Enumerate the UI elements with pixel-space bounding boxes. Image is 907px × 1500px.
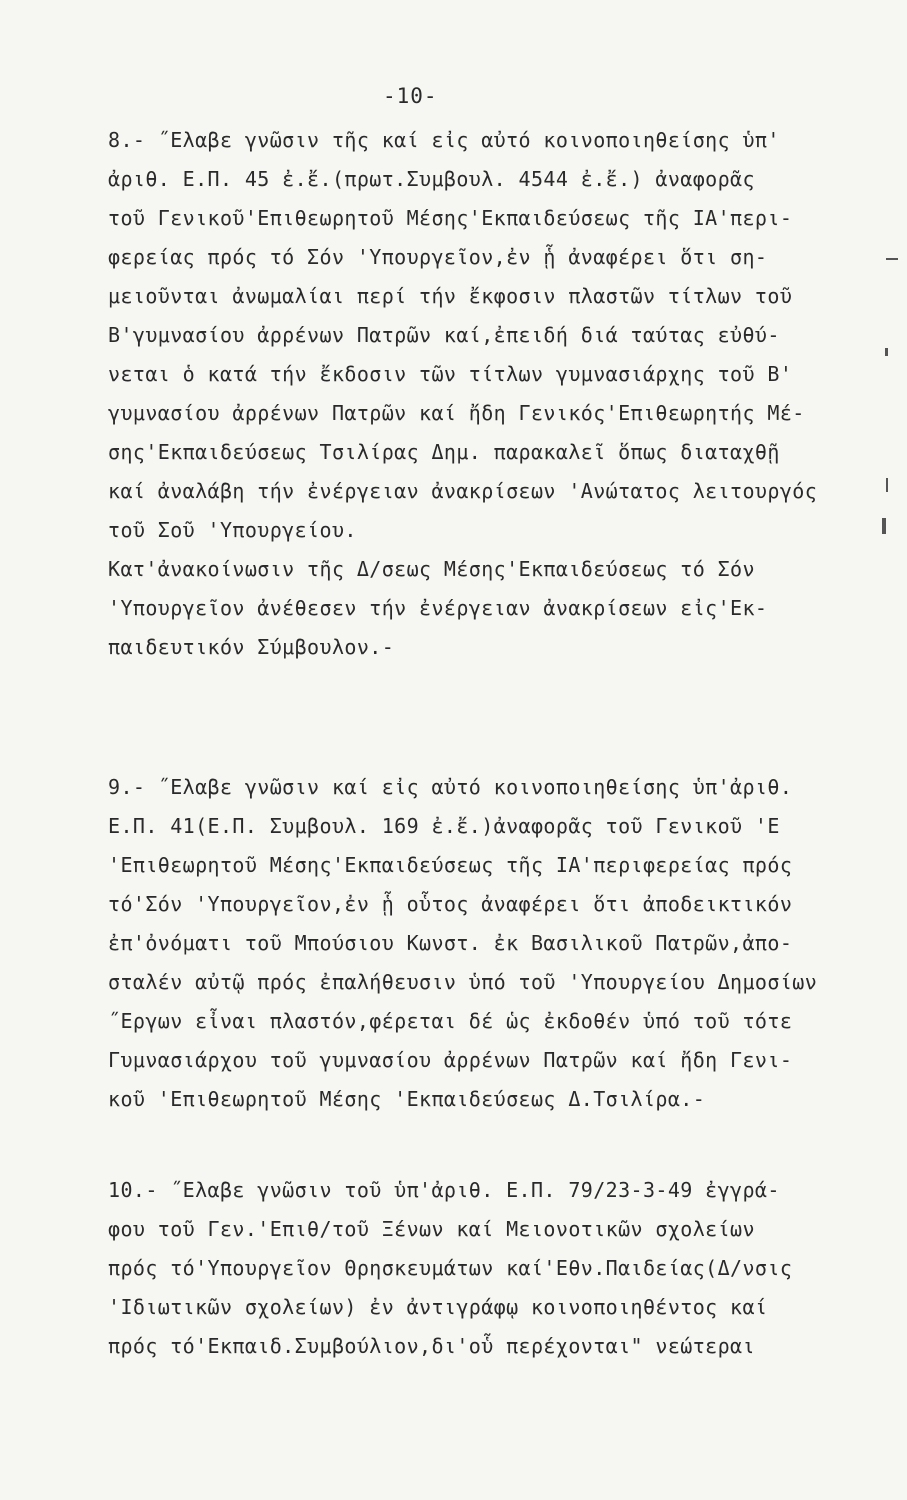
text-line: τό'Σόν 'Υπουργεῖον,ἐν ᾗ οὗτος ἀναφέρει ὅτι ἀποδεικτικόν <box>108 892 793 916</box>
scan-edge-mark <box>885 348 888 356</box>
text-line: τοῦ Γενικοῦ'Επιθεωρητοῦ Μέσης'Εκπαιδεύσεως τῆς ΙΑ'περι- <box>108 206 793 230</box>
text-line: πρός τό'Υπουργεῖον Θρησκευμάτων καί'Εθν.Παιδείας(Δ/νσις <box>108 1256 793 1280</box>
text-line: παιδευτικόν Σύμβουλον.- <box>108 635 395 659</box>
text-line: ἐπ'ὀνόματι τοῦ Μπούσιου Κωνστ. ἐκ Βασιλικοῦ Πατρῶν,ἀπο- <box>108 931 793 955</box>
text-line: Β'γυμνασίου ἀρρένων Πατρῶν καί,ἐπειδή διά ταύτας εὐθύ- <box>108 323 780 347</box>
text-line: μειοῦνται ἀνωμαλίαι περί τήν ἔκφοσιν πλαστῶν τίτλων τοῦ <box>108 284 793 308</box>
text-line: 'Υπουργεῖον ἀνέθεσεν τήν ἐνέργειαν ἀνακρίσεων εἰς'Εκ- <box>108 596 768 620</box>
text-line: σης'Εκπαιδεύσεως Τσιλίρας Δημ. παρακαλεῖ ὅπως διαταχθῇ <box>108 440 780 464</box>
text-line: καί ἀναλάβη τήν ἐνέργειαν ἀνακρίσεων 'Ανώτατος λειτουργός <box>108 479 818 503</box>
text-line: Γυμνασιάρχου τοῦ γυμνασίου ἀρρένων Πατρῶν καί ἤδη Γενι- <box>108 1048 793 1072</box>
text-line: τοῦ Σοῦ 'Υπουργείου. <box>108 518 357 542</box>
text-line: 10.- ˝Ελαβε γνῶσιν τοῦ ὑπ'ἀριθ. Ε.Π. 79/23-3-49 ἐγγρά- <box>108 1178 780 1202</box>
text-line: ˝Εργων εἶναι πλαστόν,φέρεται δέ ὡς ἐκδοθέν ὑπό τοῦ τότε <box>108 1009 793 1033</box>
text-line: Κατ'ἀνακοίνωσιν τῆς Δ/σεως Μέσης'Εκπαιδεύσεως τό Σόν <box>108 557 755 581</box>
scan-edge-mark <box>886 478 888 492</box>
text-line: ἀριθ. Ε.Π. 45 ἐ.ἔ.(πρωτ.Συμβουλ. 4544 ἐ.ἔ.) ἀναφορᾶς <box>108 167 755 191</box>
text-line: 8.- ˝Ελαβε γνῶσιν τῆς καί εἰς αὐτό κοινοποιηθείσης ὑπ' <box>108 128 780 152</box>
text-line: Ε.Π. 41(Ε.Π. Συμβουλ. 169 ἐ.ἔ.)ἀναφορᾶς τοῦ Γενικοῦ 'Ε <box>108 814 780 838</box>
text-line: πρός τό'Εκπαιδ.Συμβούλιον,δι'οὗ περέχονται" νεώτεραι <box>108 1334 755 1358</box>
text-line: γυμνασίου ἀρρένων Πατρῶν καί ἤδη Γενικός'Επιθεωρητής Μέ- <box>108 401 805 425</box>
text-line: 9.- ˝Ελαβε γνῶσιν καί εἰς αὐτό κοινοποιηθείσης ὑπ'ἀριθ. <box>108 775 793 799</box>
text-line: φου τοῦ Γεν.'Επιθ/τοῦ Ξένων καί Μειονοτικῶν σχολείων <box>108 1217 755 1241</box>
page-number: -10- <box>383 84 438 108</box>
text-line: σταλέν αὐτῷ πρός ἐπαλήθευσιν ὑπό τοῦ 'Υπουργείου Δημοσίων <box>108 970 818 994</box>
scan-edge-mark <box>886 258 898 260</box>
text-line: 'Ιδιωτικῶν σχολείων) ἐν ἀντιγράφῳ κοινοποιηθέντος καί <box>108 1295 768 1319</box>
text-line: φερείας πρός τό Σόν 'Υπουργεῖον,ἐν ᾗ ἀναφέρει ὅτι ση- <box>108 245 768 269</box>
scan-edge-mark <box>882 518 886 534</box>
text-line: νεται ὁ κατά τήν ἔκδοσιν τῶν τίτλων γυμνασιάρχης τοῦ Β' <box>108 362 793 386</box>
text-line: 'Επιθεωρητοῦ Μέσης'Εκπαιδεύσεως τῆς ΙΑ'περιφερείας πρός <box>108 853 793 877</box>
text-line: κοῦ 'Επιθεωρητοῦ Μέσης 'Εκπαιδεύσεως Δ.Τσιλίρα.- <box>108 1087 706 1111</box>
